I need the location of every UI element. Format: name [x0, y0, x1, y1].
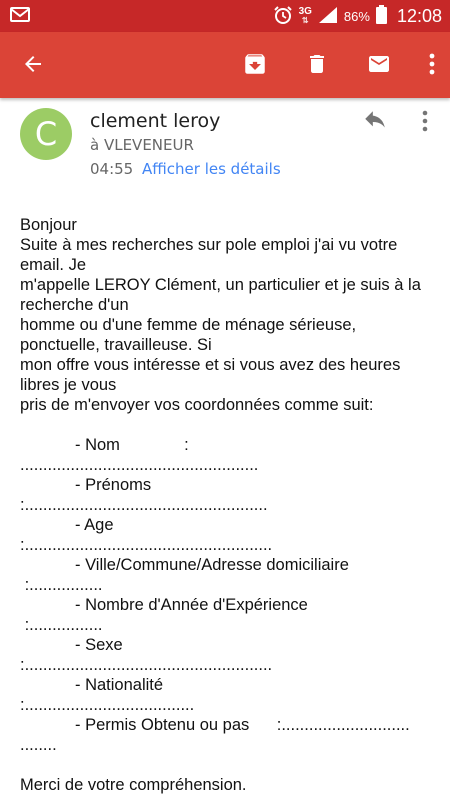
overflow-menu-icon [429, 52, 435, 81]
overflow-menu-icon [422, 110, 428, 137]
body-closing: Merci de votre compréhension. [20, 776, 247, 794]
show-details-link[interactable]: Afficher les détails [142, 160, 281, 178]
message-overflow-button[interactable] [414, 108, 436, 138]
field-label-nom: - Nom : [20, 436, 189, 454]
body-paragraph: m'appelle LEROY Clément, un particulier et je suis à la recherche d'un [20, 276, 421, 314]
reply-icon [362, 110, 388, 137]
spacer [20, 415, 440, 435]
app-bar [0, 32, 450, 98]
field-fill-permis: ........ [20, 736, 57, 754]
body-paragraph: pris de m'envoyer vos coordonnées comme suit: [20, 396, 374, 414]
status-time: 12:08 [396, 5, 442, 26]
back-button[interactable] [16, 49, 50, 83]
delete-icon [305, 51, 329, 82]
network-indicator: 3G ⇅ [298, 6, 312, 25]
field-label-nationalite: - Nationalité [20, 676, 164, 694]
network-type: 3G [298, 6, 312, 17]
back-arrow-icon [21, 52, 45, 81]
battery-icon [376, 5, 387, 27]
archive-button[interactable] [238, 49, 272, 83]
field-fill-experience: :................ [20, 616, 103, 634]
body-greeting: Bonjour [20, 216, 77, 234]
reply-button[interactable] [359, 108, 391, 138]
field-fill-ville: :................ [20, 576, 103, 594]
body-paragraph: Suite à mes recherches sur pole emploi j'ai vu votre email. Je [20, 236, 398, 274]
sender-name: clement leroy [90, 110, 221, 132]
field-fill-nom: .................................................... [20, 456, 259, 474]
alarm-icon [273, 5, 293, 28]
status-bar [0, 0, 450, 32]
signal-icon [318, 6, 338, 27]
mail-notification-icon [10, 7, 30, 25]
field-label-ville: - Ville/Commune/Adresse domiciliaire [20, 556, 349, 574]
field-label-sexe: - Sexe [20, 636, 123, 654]
message-body [20, 215, 440, 795]
field-fill-sexe: :...................................................... [20, 656, 273, 674]
mail-icon [365, 52, 393, 81]
recipient-line: à VLEVENEUR [90, 136, 194, 154]
overflow-menu-button[interactable] [424, 49, 440, 83]
field-fill-age: :...................................................... [20, 536, 273, 554]
body-paragraph: homme ou d'une femme de ménage sérieuse, ponctuelle, travailleuse. Si [20, 316, 357, 354]
field-label-experience: - Nombre d'Année d'Expérience [20, 596, 308, 614]
field-label-prenoms: - Prénoms [20, 476, 152, 494]
field-label-permis: - Permis Obtenu ou pas :............................ [20, 716, 410, 734]
mark-unread-button[interactable] [362, 49, 396, 83]
message-time: 04:55 [90, 160, 134, 178]
spacer [20, 755, 440, 775]
field-fill-prenoms: :..................................................... [20, 496, 268, 514]
time-line [90, 160, 281, 178]
field-label-age: - Age [20, 516, 114, 534]
battery-percent: 86% [343, 8, 370, 24]
archive-icon [242, 51, 268, 82]
body-paragraph: mon offre vous intéresse et si vous avez des heures libres je vous [20, 356, 401, 394]
avatar[interactable]: C [20, 108, 72, 160]
message-header [0, 98, 450, 190]
field-fill-nationalite: :..................................... [20, 696, 195, 714]
delete-button[interactable] [300, 49, 334, 83]
